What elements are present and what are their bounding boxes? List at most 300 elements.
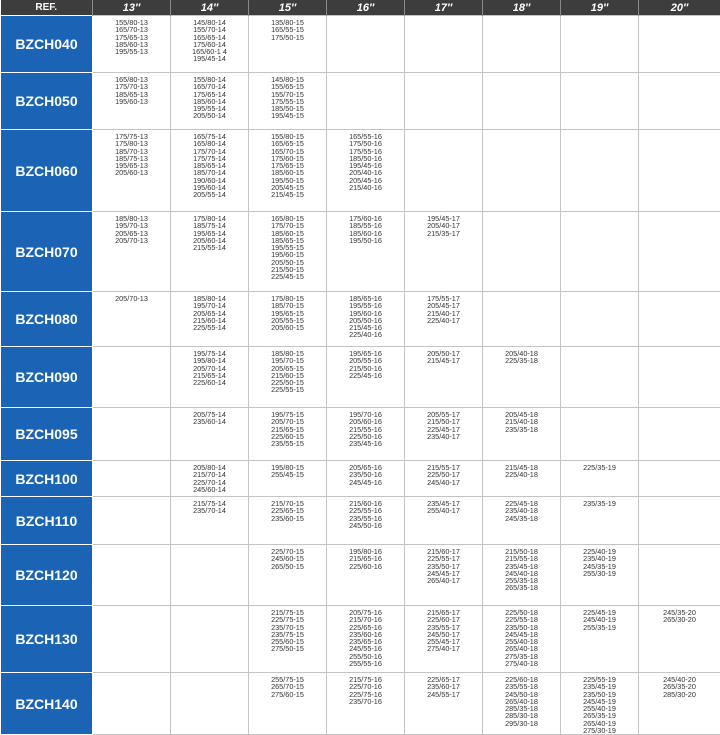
table-row [1, 461, 720, 497]
tyre-size: 195/55-16 [328, 302, 403, 309]
table-body [1, 16, 720, 735]
size-cell [639, 212, 720, 292]
tyre-size: 215/40-17 [406, 310, 481, 317]
size-cell [171, 497, 249, 545]
size-cell [327, 212, 405, 292]
tyre-size: 235/75-15 [250, 631, 325, 638]
tyre-size: 195/70-14 [172, 302, 247, 309]
tyre-size: 185/55-16 [328, 222, 403, 229]
tyre-size: 255/50-16 [328, 653, 403, 660]
tyre-size: 245/45-19 [562, 698, 637, 705]
tyre-size: 195/50-16 [328, 237, 403, 244]
tyre-size: 205/45-15 [250, 184, 325, 191]
tyre-size: 215/65-15 [250, 426, 325, 433]
size-cell [249, 347, 327, 408]
tyre-size: 215/55-18 [484, 555, 559, 562]
tyre-size: 165/60-1 4 [172, 48, 247, 55]
size-cell [639, 497, 720, 545]
size-cell [405, 497, 483, 545]
size-cell [171, 292, 249, 347]
tyre-size: 215/35-17 [406, 230, 481, 237]
tyre-size: 165/65-14 [172, 34, 247, 41]
tyre-size: 205/65-13 [94, 230, 169, 237]
tyre-size: 215/65-16 [328, 555, 403, 562]
tyre-size: 215/70-14 [172, 471, 247, 478]
tyre-size: 225/60-14 [172, 379, 247, 386]
size-cell [561, 408, 639, 461]
tyre-size: 295/30-18 [484, 720, 559, 727]
tyre-size: 225/40-18 [484, 471, 559, 478]
size-cell [171, 545, 249, 606]
tyre-size: 195/45-16 [328, 162, 403, 169]
size-cell [483, 130, 561, 212]
tyre-size: 285/30-18 [484, 712, 559, 719]
tyre-size: 235/50-18 [484, 624, 559, 631]
size-cell [639, 16, 720, 73]
size-cell [327, 606, 405, 673]
size-cell [561, 497, 639, 545]
tyre-size: 195/45-14 [172, 55, 247, 62]
tyre-size: 165/75-14 [172, 133, 247, 140]
size-cell [405, 673, 483, 735]
size-cell [171, 16, 249, 73]
tyre-size: 165/80-13 [94, 76, 169, 83]
tyre-size: 235/35-18 [484, 426, 559, 433]
tyre-size: 145/80-14 [172, 19, 247, 26]
ref-code-cell: BZCH060 [1, 130, 93, 212]
size-cell [639, 130, 720, 212]
tyre-size: 215/50-15 [250, 266, 325, 273]
tyre-size: 155/80-14 [172, 76, 247, 83]
tyre-size: 165/70-14 [172, 83, 247, 90]
tyre-size: 195/75-14 [172, 350, 247, 357]
tyre-size: 265/35-20 [640, 683, 719, 690]
tyre-size: 245/40-19 [562, 616, 637, 623]
tyre-size: 225/55-17 [406, 555, 481, 562]
size-cell [93, 408, 171, 461]
column-header-rim: 13″ [93, 0, 171, 16]
tyre-size: 205/45-17 [406, 302, 481, 309]
tyre-size: 175/60-16 [328, 215, 403, 222]
size-cell [561, 16, 639, 73]
tyre-size: 165/65-15 [250, 140, 325, 147]
tyre-size: 195/65-13 [94, 162, 169, 169]
size-cell [483, 545, 561, 606]
tyre-size: 275/50-15 [250, 645, 325, 652]
tyre-size: 185/65-15 [250, 237, 325, 244]
tyre-size: 205/70-15 [250, 418, 325, 425]
tyre-size: 245/40-18 [484, 570, 559, 577]
tyre-size: 235/50-16 [328, 471, 403, 478]
tyre-size: 225/40-17 [406, 317, 481, 324]
tyre-size: 255/40-18 [484, 638, 559, 645]
tyre-size: 175/65-14 [172, 91, 247, 98]
size-cell [171, 347, 249, 408]
tyre-size: 145/80-15 [250, 76, 325, 83]
tyre-size: 190/60-14 [172, 177, 247, 184]
tyre-size: 185/70-15 [250, 302, 325, 309]
table-row [1, 212, 720, 292]
size-cell [249, 497, 327, 545]
tyre-size: 245/40-20 [640, 676, 719, 683]
tyre-size: 285/30-20 [640, 691, 719, 698]
tyre-size: 225/70-16 [328, 683, 403, 690]
tyre-size: 185/65-14 [172, 162, 247, 169]
tyre-size: 215/40-18 [484, 418, 559, 425]
size-cell [93, 212, 171, 292]
tyre-size: 195/60-15 [250, 251, 325, 258]
size-cell [249, 73, 327, 130]
tyre-size: 235/40-19 [562, 555, 637, 562]
tyre-size: 195/55-15 [250, 244, 325, 251]
size-cell [171, 461, 249, 497]
tyre-size: 265/70-15 [250, 683, 325, 690]
tyre-size: 255/35-18 [484, 577, 559, 584]
tyre-size: 225/50-16 [328, 433, 403, 440]
tyre-size: 205/40-18 [484, 350, 559, 357]
size-cell [327, 16, 405, 73]
tyre-size: 255/55-16 [328, 660, 403, 667]
size-cell [405, 130, 483, 212]
tyre-size: 235/50-17 [406, 563, 481, 570]
tyre-size: 215/65-17 [406, 609, 481, 616]
size-cell [405, 461, 483, 497]
tyre-size: 215/75-15 [250, 609, 325, 616]
size-cell [483, 292, 561, 347]
tyre-size: 175/80-14 [172, 215, 247, 222]
tyre-size: 195/70-13 [94, 222, 169, 229]
tyre-size: 215/60-15 [250, 372, 325, 379]
tyre-size: 275/35-18 [484, 653, 559, 660]
column-header-rim: 18″ [483, 0, 561, 16]
tyre-size: 215/55-16 [328, 426, 403, 433]
tyre-size: 265/40-17 [406, 577, 481, 584]
tyre-size: 245/50-18 [484, 691, 559, 698]
tyre-size: 195/70-15 [250, 357, 325, 364]
tyre-size: 195/45-17 [406, 215, 481, 222]
table-row [1, 16, 720, 73]
size-cell [171, 408, 249, 461]
tyre-size: 205/60-16 [328, 418, 403, 425]
tyre-size: 225/70-15 [250, 548, 325, 555]
tyre-size: 225/55-19 [562, 676, 637, 683]
table-row [1, 292, 720, 347]
tyre-size: 235/55-18 [484, 683, 559, 690]
tyre-size: 255/30-19 [562, 570, 637, 577]
tyre-size: 195/65-16 [328, 350, 403, 357]
size-cell [483, 497, 561, 545]
size-cell [327, 408, 405, 461]
tyre-size: 255/40-19 [562, 705, 637, 712]
tyre-size: 245/55-16 [328, 645, 403, 652]
tyre-size: 265/40-18 [484, 698, 559, 705]
size-cell [483, 16, 561, 73]
tyre-size: 175/55-16 [328, 148, 403, 155]
tyre-size: 245/50-16 [328, 522, 403, 529]
size-cell [483, 212, 561, 292]
size-cell [561, 212, 639, 292]
tyre-size: 205/60-15 [250, 324, 325, 331]
tyre-size: 275/40-18 [484, 660, 559, 667]
tyre-size: 185/60-15 [250, 230, 325, 237]
size-cell [639, 545, 720, 606]
column-header-rim: 17″ [405, 0, 483, 16]
tyre-size: 195/80-14 [172, 357, 247, 364]
tyre-size: 205/60-14 [172, 237, 247, 244]
table-row [1, 606, 720, 673]
tyre-size: 245/50-17 [406, 631, 481, 638]
tyre-size: 255/35-19 [562, 624, 637, 631]
tyre-size: 175/50-16 [328, 140, 403, 147]
tyre-size: 185/60-14 [172, 98, 247, 105]
tyre-size: 175/80-15 [250, 295, 325, 302]
tyre-size: 215/40-16 [328, 184, 403, 191]
tyre-size: 235/45-19 [562, 683, 637, 690]
tyre-size: 195/60-13 [94, 98, 169, 105]
table-row [1, 408, 720, 461]
tyre-size: 175/70-15 [250, 222, 325, 229]
tyre-size: 255/75-15 [250, 676, 325, 683]
tyre-size: 245/35-19 [562, 563, 637, 570]
table-row [1, 673, 720, 735]
tyre-size: 215/45-15 [250, 191, 325, 198]
tyre-size: 235/40-18 [484, 507, 559, 514]
tyre-size: 265/35-19 [562, 712, 637, 719]
tyre-size: 205/45-16 [328, 177, 403, 184]
tyre-size: 255/40-17 [406, 507, 481, 514]
tyre-size: 245/45-16 [328, 479, 403, 486]
tyre-size: 225/65-15 [250, 507, 325, 514]
size-cell [483, 73, 561, 130]
size-cell [639, 73, 720, 130]
tyre-size: 225/75-15 [250, 616, 325, 623]
tyre-size: 225/35-19 [562, 464, 637, 471]
tyre-size: 265/35-18 [484, 584, 559, 591]
size-cell [483, 461, 561, 497]
tyre-size: 225/75-16 [328, 691, 403, 698]
tyre-size: 165/70-13 [94, 26, 169, 33]
tyre-size: 215/65-14 [172, 372, 247, 379]
tyre-size: 235/45-16 [328, 440, 403, 447]
tyre-size: 225/60-18 [484, 676, 559, 683]
tyre-size: 195/80-15 [250, 464, 325, 471]
ref-code-cell: BZCH120 [1, 545, 93, 606]
tyre-size: 205/45-18 [484, 411, 559, 418]
tyre-size: 205/40-16 [328, 169, 403, 176]
tyre-size: 205/55-17 [406, 411, 481, 418]
size-cell [171, 673, 249, 735]
tyre-size: 235/40-17 [406, 433, 481, 440]
tyre-size: 175/60-15 [250, 155, 325, 162]
size-cell [405, 292, 483, 347]
tyre-size: 175/70-13 [94, 83, 169, 90]
tyre-size: 185/80-14 [172, 295, 247, 302]
tyre-size: 245/35-18 [484, 515, 559, 522]
tyre-size: 205/65-14 [172, 310, 247, 317]
size-cell [405, 212, 483, 292]
ref-code-cell: BZCH090 [1, 347, 93, 408]
tyre-size: 185/60-16 [328, 230, 403, 237]
tyre-size: 255/45-15 [250, 471, 325, 478]
size-cell [93, 606, 171, 673]
size-cell [561, 130, 639, 212]
tyre-size: 175/65-13 [94, 34, 169, 41]
size-cell [171, 212, 249, 292]
tyre-size: 205/70-13 [94, 237, 169, 244]
tyre-size: 235/50-19 [562, 691, 637, 698]
tyre-size: 225/55-14 [172, 324, 247, 331]
tyre-size: 185/65-13 [94, 91, 169, 98]
tyre-size: 265/50-15 [250, 563, 325, 570]
tyre-size: 205/70-14 [172, 365, 247, 372]
tyre-size: 175/70-14 [172, 148, 247, 155]
ref-code-cell: BZCH110 [1, 497, 93, 545]
tyre-size: 215/60-16 [328, 500, 403, 507]
tyre-size: 235/60-14 [172, 418, 247, 425]
ref-code-cell: BZCH080 [1, 292, 93, 347]
tyre-size: 175/80-13 [94, 140, 169, 147]
size-cell [561, 545, 639, 606]
tyre-size: 225/65-16 [328, 624, 403, 631]
tyre-size: 205/55-16 [328, 357, 403, 364]
tyre-size: 215/60-14 [172, 317, 247, 324]
ref-code-cell: BZCH130 [1, 606, 93, 673]
tyre-size: 235/45-17 [406, 500, 481, 507]
tyre-size: 205/40-17 [406, 222, 481, 229]
tyre-size: 195/80-16 [328, 548, 403, 555]
tyre-size: 275/60-15 [250, 691, 325, 698]
ref-code-cell: BZCH095 [1, 408, 93, 461]
size-cell [639, 408, 720, 461]
table-row [1, 347, 720, 408]
tyre-size: 225/35-18 [484, 357, 559, 364]
size-cell [249, 292, 327, 347]
tyre-size: 235/55-16 [328, 515, 403, 522]
size-cell [249, 16, 327, 73]
size-cell [327, 73, 405, 130]
tyre-size: 225/45-15 [250, 273, 325, 280]
tyre-size: 185/80-15 [250, 350, 325, 357]
tyre-size: 185/60-13 [94, 41, 169, 48]
tyre-size: 225/60-16 [328, 563, 403, 570]
size-cell [93, 545, 171, 606]
tyre-size: 185/50-15 [250, 105, 325, 112]
tyre-size: 215/70-16 [328, 616, 403, 623]
size-cell [561, 292, 639, 347]
tyre-size: 195/60-16 [328, 310, 403, 317]
tyre-size: 235/60-16 [328, 631, 403, 638]
tyre-size: 195/55-14 [172, 105, 247, 112]
table-row [1, 545, 720, 606]
size-cell [561, 347, 639, 408]
tyre-size: 175/60-14 [172, 41, 247, 48]
size-cell [561, 673, 639, 735]
tyre-size: 265/30-20 [640, 616, 719, 623]
tyre-size: 225/45-17 [406, 426, 481, 433]
tyre-size: 225/70-14 [172, 479, 247, 486]
column-header-rim: 20″ [639, 0, 720, 16]
table-row [1, 497, 720, 545]
tyre-size: 215/45-17 [406, 357, 481, 364]
ref-code-cell: BZCH040 [1, 16, 93, 73]
column-header-ref: REF. [1, 0, 93, 16]
tyre-size: 185/75-14 [172, 222, 247, 229]
tyre-size: 225/55-18 [484, 616, 559, 623]
tyre-size: 175/75-14 [172, 155, 247, 162]
size-cell [249, 545, 327, 606]
tyre-size: 205/70-13 [94, 295, 169, 302]
tyre-size: 195/45-15 [250, 112, 325, 119]
tyre-size: 235/70-14 [172, 507, 247, 514]
tyre-size: 195/65-14 [172, 230, 247, 237]
tyre-size: 225/50-17 [406, 471, 481, 478]
size-cell [327, 545, 405, 606]
tyre-size: 215/50-17 [406, 418, 481, 425]
size-cell [405, 73, 483, 130]
tyre-size: 215/55-14 [172, 244, 247, 251]
tyre-size: 215/60-17 [406, 548, 481, 555]
column-header-rim: 14″ [171, 0, 249, 16]
tyre-size: 235/45-18 [484, 563, 559, 570]
tyre-size: 235/60-15 [250, 515, 325, 522]
size-cell [249, 212, 327, 292]
ref-code-cell: BZCH140 [1, 673, 93, 735]
tyre-size: 195/50-15 [250, 177, 325, 184]
ref-code-cell: BZCH050 [1, 73, 93, 130]
tyre-size: 235/70-15 [250, 624, 325, 631]
size-cell [327, 673, 405, 735]
tyre-size: 175/65-15 [250, 162, 325, 169]
size-cell [483, 606, 561, 673]
size-cell [561, 73, 639, 130]
tyre-size: 205/50-17 [406, 350, 481, 357]
size-cell [405, 16, 483, 73]
tyre-size: 205/55-14 [172, 191, 247, 198]
tyre-size: 195/55-13 [94, 48, 169, 55]
size-cell [93, 73, 171, 130]
column-header-rim: 15″ [249, 0, 327, 16]
tyre-size: 245/45-18 [484, 631, 559, 638]
tyre-size: 205/75-14 [172, 411, 247, 418]
table-row [1, 73, 720, 130]
tyre-size: 225/50-15 [250, 379, 325, 386]
ref-code-cell: BZCH100 [1, 461, 93, 497]
size-cell [639, 673, 720, 735]
tyre-size: 185/60-15 [250, 169, 325, 176]
tyre-size: 215/50-16 [328, 365, 403, 372]
tyre-size: 215/75-16 [328, 676, 403, 683]
header-row [1, 0, 720, 16]
tyre-size: 245/45-17 [406, 570, 481, 577]
tyre-size: 225/65-17 [406, 676, 481, 683]
tyre-size: 235/70-16 [328, 698, 403, 705]
tyre-size: 185/65-16 [328, 295, 403, 302]
tyre-size: 175/55-15 [250, 98, 325, 105]
tyre-size: 185/70-13 [94, 148, 169, 155]
tyre-size: 155/65-15 [250, 83, 325, 90]
tyre-size: 205/65-16 [328, 464, 403, 471]
tyre-size: 195/70-16 [328, 411, 403, 418]
tyre-size: 215/45-16 [328, 324, 403, 331]
tyre-size: 235/60-17 [406, 683, 481, 690]
size-cell [327, 461, 405, 497]
tyre-size: 225/45-18 [484, 500, 559, 507]
size-cell [327, 497, 405, 545]
tyre-size: 175/75-13 [94, 133, 169, 140]
tyre-size: 155/80-13 [94, 19, 169, 26]
size-cell [639, 292, 720, 347]
size-cell [405, 408, 483, 461]
